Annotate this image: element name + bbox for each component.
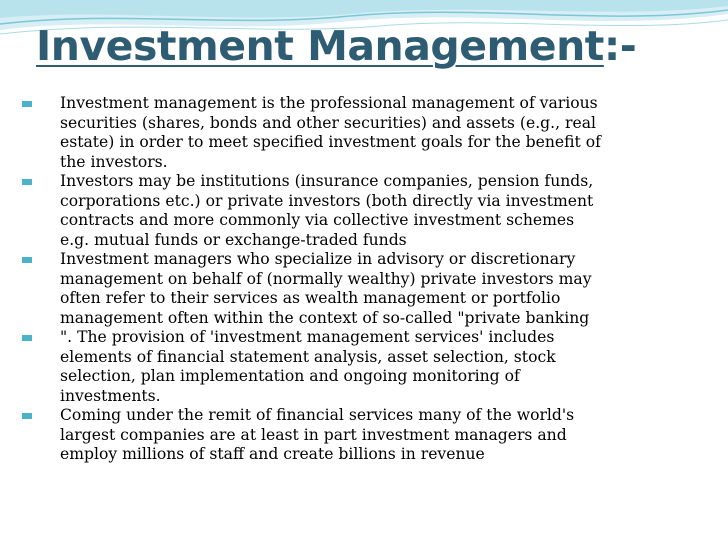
bullet-line: selection, plan implementation and ongoing monitoring of <box>60 367 520 385</box>
bullet-item <box>20 172 720 250</box>
square-bullet-icon <box>22 335 32 341</box>
bullet-item <box>20 328 720 406</box>
bullet-line: Investment managers who specialize in advisory or discretionary <box>60 250 576 268</box>
bullet-line: elements of financial statement analysis, asset selection, stock <box>60 347 556 366</box>
bullet-line: Investors may be institutions (insurance companies, pension funds, <box>60 172 594 190</box>
bullet-line: largest companies are at least in part investment managers and <box>60 425 567 444</box>
bullet-line: contracts and more commonly via collective investment schemes <box>60 211 575 229</box>
square-bullet-icon <box>22 101 32 107</box>
bullet-item <box>20 94 720 172</box>
bullet-line: management on behalf of (normally wealthy) private investors may <box>60 269 592 288</box>
bullet-line: securities (shares, bonds and other securities) and assets (e.g., real <box>60 113 596 132</box>
square-bullet-icon <box>22 413 32 419</box>
bullet-line: investments. <box>60 386 161 405</box>
bullet-line: management often within the context of so-called "private banking <box>60 308 590 327</box>
slide-title-suffix: :- <box>603 22 637 70</box>
bullet-line: employ millions of staff and create billions in revenue <box>60 445 485 463</box>
bullet-line: Coming under the remit of financial services many of the world's <box>60 406 575 424</box>
slide-title <box>36 12 636 80</box>
slide-title-main: Investment Management <box>36 22 604 70</box>
bullet-item <box>20 406 720 465</box>
bullet-line: often refer to their services as wealth management or portfolio <box>60 289 561 307</box>
bullet-line: Investment management is the professional management of various <box>60 94 598 112</box>
bullet-line: ". The provision of 'investment management services' includes <box>60 328 555 346</box>
square-bullet-icon <box>22 179 32 185</box>
bullet-list <box>20 94 720 465</box>
bullet-line: estate) in order to meet specified investment goals for the benefit of <box>60 133 601 151</box>
bullet-line: corporations etc.) or private investors (both directly via investment <box>60 191 594 210</box>
square-bullet-icon <box>22 257 32 263</box>
bullet-item <box>20 250 720 328</box>
bullet-line: the investors. <box>60 152 168 171</box>
bullet-line: e.g. mutual funds or exchange-traded funds <box>60 230 407 249</box>
